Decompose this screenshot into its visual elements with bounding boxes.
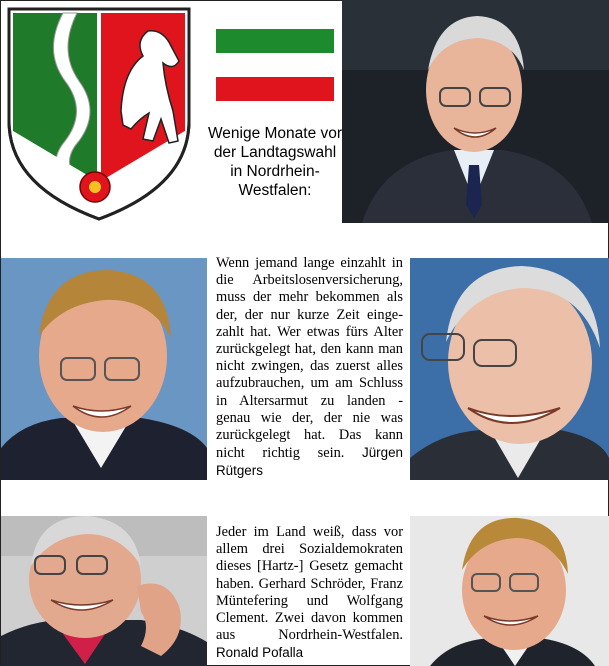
portrait-laughing-man-hand-chin-icon [1,516,207,666]
quote-author: Ronald Pofalla [216,645,304,661]
flag-stripe-green [216,29,334,53]
quote-author: Jürgen Rütgers [216,445,403,479]
quote-rüttgers [216,255,403,481]
quote-text: Jeder im Land weiß, dass vor allem drei Sozialdemokraten dieses [Hartz-] Gesetz gemacht haben. Gerhard Schröder, Franz Müntefering und Wolfgang Clement. Zwei davon kommen aus Nordrhein-Westfalen. [216,524,403,644]
quote-pofalla [216,524,403,663]
flag-stripe-red [216,77,334,101]
portrait-smiling-man-glasses-icon [1,258,207,480]
portrait-smiling-man-glasses-icon [342,0,609,223]
nrw-coat-of-arms-icon [3,1,195,223]
flag-stripe-white [216,53,334,77]
quote-text: Wenn jemand lange einzahlt in die Arbeitslosenversicherung, muss der mehr bekommen als der, der nur kurze Zeit eingezahlt hat. Wer etwas fürs Alter zurückgelegt hat, den kann man nicht zwingen, das zuerst alles aufzubrauchen, um am Schluss in Altersarmut zu landen - genau wie der, der nie was zurückgelegt hat. Das kann nicht richtig sein. [216,255,403,462]
portrait-smiling-man-glasses-icon [410,516,609,666]
portrait-laughing-man-glasses-icon [410,258,609,480]
headline: Wenige Monate vor der Landtagswahl in Nordrhein-Westfalen: [207,125,343,199]
